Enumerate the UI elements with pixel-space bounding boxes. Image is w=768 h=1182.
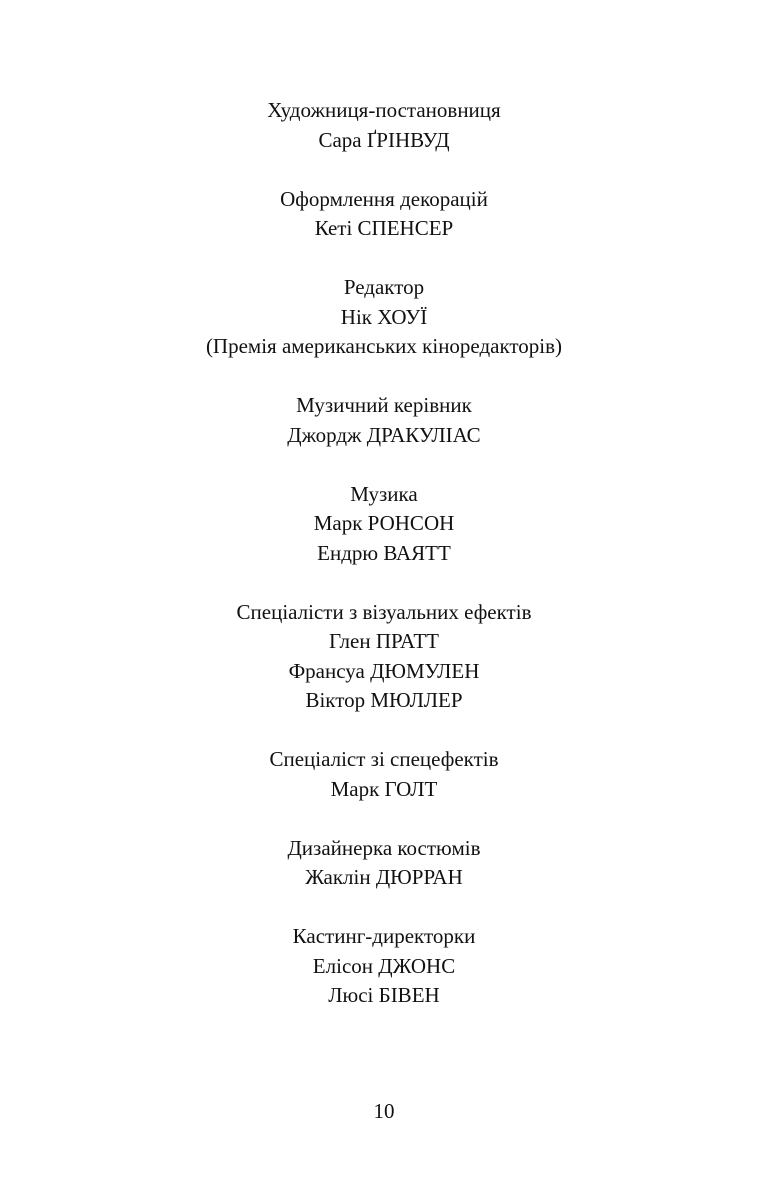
credit-block-editor — [0, 273, 768, 362]
credit-block-costume-designer — [0, 834, 768, 893]
credit-name: Марк РОНСОН — [313, 511, 455, 535]
credit-name: Жаклін ДЮРРАН — [305, 865, 463, 889]
credit-role: Оформлення декорацій — [280, 186, 488, 211]
credit-name: Віктор МЮЛЛЕР — [305, 688, 463, 712]
credit-name: Марк ГОЛТ — [330, 776, 438, 801]
credit-block-set-decoration — [0, 185, 768, 244]
credit-name: Сара ҐРІНВУД — [318, 127, 450, 152]
credit-name: Джордж ДРАКУЛІАС — [287, 422, 481, 447]
credit-note: (Премія американських кінoредакторів) — [205, 334, 563, 358]
credit-name: Глен ПРАТТ — [329, 629, 439, 653]
credit-block-music — [0, 480, 768, 569]
page-number: 10 — [373, 1099, 395, 1123]
credit-role: Кастинг-директорки — [292, 924, 476, 948]
credit-block-visual-effects — [0, 598, 768, 716]
credit-name: Елісон ДЖОНС — [312, 953, 456, 978]
credit-block-special-effects — [0, 745, 768, 804]
credit-role: Музика — [350, 481, 418, 506]
credit-role: Дизайнерка костюмів — [287, 835, 481, 860]
credit-name: Люсі БІВЕН — [328, 983, 440, 1007]
credit-role: Редактор — [343, 275, 425, 299]
credit-name: Кеті СПЕНСЕР — [314, 216, 454, 240]
credit-name: Ендрю ВАЯТТ — [317, 540, 451, 565]
credits-list — [0, 96, 768, 1040]
credit-name: Нік ХОУЇ — [340, 304, 428, 329]
credit-block-production-designer — [0, 96, 768, 155]
credit-name: Франсуа ДЮМУЛЕН — [288, 658, 480, 683]
credit-role: Спеціалісти з візуальних ефектів — [236, 599, 532, 624]
credit-block-casting-directors — [0, 922, 768, 1011]
credit-role: Спеціаліст зі спецефектів — [269, 747, 499, 771]
credit-block-music-supervisor — [0, 391, 768, 450]
credit-role: Музичний керівник — [296, 393, 472, 417]
credit-role: Художниця-постановниця — [267, 98, 501, 122]
